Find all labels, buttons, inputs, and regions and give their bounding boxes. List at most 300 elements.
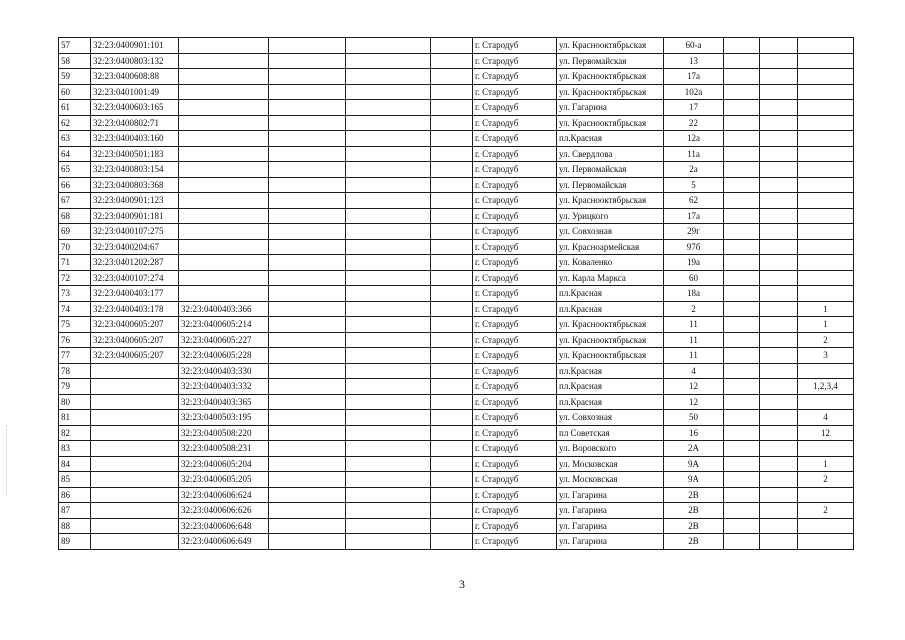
empty-cell [760,441,798,457]
premises-cadastral-number-cell [179,69,269,85]
apartment-number-cell [798,487,854,503]
empty-cell [724,348,760,364]
empty-cell [431,363,473,379]
empty-cell [724,100,760,116]
land-cadastral-number-cell [91,410,179,426]
house-number-cell: 29г [664,224,724,240]
empty-cell [269,239,346,255]
premises-cadastral-number-cell: 32:23:0400403:332 [179,379,269,395]
apartment-number-cell [798,518,854,534]
city-cell: г. Стародуб [473,100,557,116]
city-cell: г. Стародуб [473,131,557,147]
empty-cell [346,534,431,550]
empty-cell [431,224,473,240]
apartment-number-cell: 1 [798,301,854,317]
house-number-cell: 12а [664,131,724,147]
premises-cadastral-number-cell [179,100,269,116]
empty-cell [431,518,473,534]
empty-cell [760,100,798,116]
empty-cell [724,224,760,240]
house-number-cell: 12 [664,379,724,395]
apartment-number-cell [798,53,854,69]
empty-cell [346,503,431,519]
row-number-cell: 71 [59,255,91,271]
land-cadastral-number-cell: 32:23:0400403:177 [91,286,179,302]
empty-cell [724,84,760,100]
street-cell: ул. Совхозная [557,224,664,240]
empty-cell [724,487,760,503]
empty-cell [760,177,798,193]
empty-cell [724,363,760,379]
premises-cadastral-number-cell [179,84,269,100]
row-number-cell: 65 [59,162,91,178]
empty-cell [760,84,798,100]
apartment-number-cell [798,534,854,550]
empty-cell [760,38,798,54]
empty-cell [724,193,760,209]
premises-cadastral-number-cell: 32:23:0400503:195 [179,410,269,426]
street-cell: ул. Московская [557,472,664,488]
land-cadastral-number-cell: 32:23:0400901:101 [91,38,179,54]
row-number-cell: 88 [59,518,91,534]
table-row [59,286,854,302]
apartment-number-cell: 2 [798,472,854,488]
land-cadastral-number-cell: 32:23:0400608:88 [91,69,179,85]
street-cell: ул. Гагарина [557,503,664,519]
apartment-number-cell: 2 [798,503,854,519]
house-number-cell: 9А [664,472,724,488]
street-cell: ул. Красноoктябрьская [557,332,664,348]
table-row [59,301,854,317]
land-cadastral-number-cell: 32:23:0400802:71 [91,115,179,131]
land-cadastral-number-cell [91,503,179,519]
empty-cell [346,38,431,54]
empty-cell [724,472,760,488]
city-cell: г. Стародуб [473,487,557,503]
land-cadastral-number-cell [91,472,179,488]
house-number-cell: 50 [664,410,724,426]
empty-cell [431,394,473,410]
table-row [59,456,854,472]
table-row [59,53,854,69]
empty-cell [346,69,431,85]
empty-cell [346,472,431,488]
land-cadastral-number-cell [91,518,179,534]
empty-cell [724,394,760,410]
apartment-number-cell [798,208,854,224]
table-row [59,379,854,395]
empty-cell [724,270,760,286]
empty-cell [346,301,431,317]
empty-cell [760,239,798,255]
empty-cell [760,270,798,286]
empty-cell [760,301,798,317]
empty-cell [346,255,431,271]
house-number-cell: 17а [664,69,724,85]
city-cell: г. Стародуб [473,69,557,85]
land-cadastral-number-cell [91,456,179,472]
empty-cell [431,255,473,271]
empty-cell [431,317,473,333]
city-cell: г. Стародуб [473,410,557,426]
empty-cell [346,379,431,395]
house-number-cell: 97б [664,239,724,255]
empty-cell [724,255,760,271]
street-cell: ул. Гагарина [557,518,664,534]
house-number-cell: 12 [664,394,724,410]
empty-cell [269,208,346,224]
row-number-cell: 79 [59,379,91,395]
house-number-cell: 2А [664,441,724,457]
margin-scan-mark [6,425,8,495]
premises-cadastral-number-cell: 32:23:0400606:648 [179,518,269,534]
street-cell: пл.Красная [557,363,664,379]
empty-cell [724,69,760,85]
row-number-cell: 57 [59,38,91,54]
empty-cell [431,487,473,503]
street-cell: ул. Красноoктябрьская [557,84,664,100]
empty-cell [346,332,431,348]
apartment-number-cell [798,131,854,147]
empty-cell [431,472,473,488]
street-cell: ул. Красноoктябрьская [557,317,664,333]
row-number-cell: 66 [59,177,91,193]
table-row [59,177,854,193]
table-row [59,503,854,519]
empty-cell [431,177,473,193]
apartment-number-cell [798,363,854,379]
street-cell: ул. Коваленко [557,255,664,271]
land-cadastral-number-cell: 32:23:0400107:275 [91,224,179,240]
empty-cell [431,456,473,472]
table-row [59,518,854,534]
empty-cell [431,38,473,54]
apartment-number-cell: 12 [798,425,854,441]
empty-cell [269,53,346,69]
empty-cell [346,456,431,472]
empty-cell [760,286,798,302]
empty-cell [269,317,346,333]
apartment-number-cell [798,224,854,240]
empty-cell [346,239,431,255]
row-number-cell: 86 [59,487,91,503]
table-row [59,162,854,178]
apartment-number-cell: 3 [798,348,854,364]
land-cadastral-number-cell: 32:23:0400603:165 [91,100,179,116]
city-cell: г. Стародуб [473,162,557,178]
land-cadastral-number-cell: 32:23:0400107:274 [91,270,179,286]
city-cell: г. Стародуб [473,115,557,131]
empty-cell [760,332,798,348]
land-cadastral-number-cell: 32:23:0400901:123 [91,193,179,209]
empty-cell [346,363,431,379]
empty-cell [269,394,346,410]
land-cadastral-number-cell: 32:23:0400803:132 [91,53,179,69]
empty-cell [269,146,346,162]
table-row [59,224,854,240]
row-number-cell: 70 [59,239,91,255]
empty-cell [724,131,760,147]
empty-cell [269,410,346,426]
empty-cell [269,270,346,286]
table-row [59,534,854,550]
row-number-cell: 58 [59,53,91,69]
empty-cell [760,69,798,85]
street-cell: ул. Красноoктябрьская [557,193,664,209]
street-cell: ул. Первомайская [557,53,664,69]
row-number-cell: 78 [59,363,91,379]
table-row [59,332,854,348]
apartment-number-cell [798,239,854,255]
house-number-cell: 60-а [664,38,724,54]
house-number-cell: 4 [664,363,724,379]
empty-cell [724,425,760,441]
empty-cell [760,472,798,488]
city-cell: г. Стародуб [473,425,557,441]
city-cell: г. Стародуб [473,193,557,209]
empty-cell [346,162,431,178]
row-number-cell: 85 [59,472,91,488]
empty-cell [760,208,798,224]
premises-cadastral-number-cell: 32:23:0400605:228 [179,348,269,364]
city-cell: г. Стародуб [473,332,557,348]
empty-cell [724,534,760,550]
land-cadastral-number-cell: 32:23:0400605:207 [91,317,179,333]
apartment-number-cell: 1,2,3,4 [798,379,854,395]
premises-cadastral-number-cell: 32:23:0400606:626 [179,503,269,519]
empty-cell [269,487,346,503]
street-cell: ул. Гагарина [557,487,664,503]
row-number-cell: 61 [59,100,91,116]
house-number-cell: 17 [664,100,724,116]
city-cell: г. Стародуб [473,38,557,54]
land-cadastral-number-cell: 32:23:0400803:368 [91,177,179,193]
house-number-cell: 16 [664,425,724,441]
apartment-number-cell [798,146,854,162]
street-cell: пл.Красная [557,301,664,317]
empty-cell [269,363,346,379]
street-cell: ул. Воровского [557,441,664,457]
land-cadastral-number-cell: 32:23:0401202:287 [91,255,179,271]
premises-cadastral-number-cell: 32:23:0400606:624 [179,487,269,503]
city-cell: г. Стародуб [473,503,557,519]
empty-cell [269,534,346,550]
apartment-number-cell: 2 [798,332,854,348]
empty-cell [346,84,431,100]
empty-cell [724,456,760,472]
empty-cell [346,441,431,457]
row-number-cell: 59 [59,69,91,85]
empty-cell [269,301,346,317]
premises-cadastral-number-cell [179,224,269,240]
premises-cadastral-number-cell [179,38,269,54]
empty-cell [269,472,346,488]
empty-cell [760,131,798,147]
apartment-number-cell [798,115,854,131]
empty-cell [269,441,346,457]
empty-cell [431,131,473,147]
street-cell: ул. Красноoктябрьская [557,115,664,131]
house-number-cell: 5 [664,177,724,193]
house-number-cell: 9А [664,456,724,472]
empty-cell [760,146,798,162]
premises-cadastral-number-cell: 32:23:0400605:214 [179,317,269,333]
empty-cell [346,410,431,426]
row-number-cell: 67 [59,193,91,209]
empty-cell [346,208,431,224]
empty-cell [760,162,798,178]
empty-cell [760,487,798,503]
table-row [59,193,854,209]
apartment-number-cell [798,162,854,178]
street-cell: ул. Гагарина [557,100,664,116]
row-number-cell: 69 [59,224,91,240]
house-number-cell: 2В [664,503,724,519]
city-cell: г. Стародуб [473,239,557,255]
land-cadastral-number-cell [91,534,179,550]
empty-cell [431,425,473,441]
house-number-cell: 22 [664,115,724,131]
empty-cell [724,115,760,131]
city-cell: г. Стародуб [473,317,557,333]
empty-cell [724,177,760,193]
street-cell: ул. Первомайская [557,177,664,193]
empty-cell [431,69,473,85]
table-row [59,472,854,488]
city-cell: г. Стародуб [473,84,557,100]
empty-cell [760,503,798,519]
empty-cell [760,363,798,379]
row-number-cell: 89 [59,534,91,550]
empty-cell [346,53,431,69]
empty-cell [431,84,473,100]
city-cell: г. Стародуб [473,518,557,534]
empty-cell [431,162,473,178]
house-number-cell: 11а [664,146,724,162]
empty-cell [724,379,760,395]
empty-cell [431,115,473,131]
table-row [59,394,854,410]
city-cell: г. Стародуб [473,472,557,488]
street-cell: пл.Красная [557,379,664,395]
row-number-cell: 75 [59,317,91,333]
table-row [59,270,854,286]
apartment-number-cell [798,84,854,100]
empty-cell [431,348,473,364]
empty-cell [346,425,431,441]
city-cell: г. Стародуб [473,146,557,162]
street-cell: ул. Первомайская [557,162,664,178]
land-cadastral-number-cell [91,394,179,410]
apartment-number-cell: 4 [798,410,854,426]
table-row [59,146,854,162]
empty-cell [724,146,760,162]
empty-cell [431,208,473,224]
row-number-cell: 64 [59,146,91,162]
street-cell: пл Советская [557,425,664,441]
empty-cell [346,270,431,286]
row-number-cell: 84 [59,456,91,472]
empty-cell [760,224,798,240]
empty-cell [724,503,760,519]
house-number-cell: 2 [664,301,724,317]
premises-cadastral-number-cell [179,255,269,271]
city-cell: г. Стародуб [473,348,557,364]
empty-cell [346,146,431,162]
table-row [59,487,854,503]
apartment-number-cell [798,193,854,209]
row-number-cell: 77 [59,348,91,364]
apartment-number-cell [798,286,854,302]
empty-cell [269,177,346,193]
empty-cell [760,193,798,209]
row-number-cell: 83 [59,441,91,457]
row-number-cell: 62 [59,115,91,131]
table-row [59,425,854,441]
land-cadastral-number-cell: 32:23:0400605:207 [91,348,179,364]
empty-cell [269,131,346,147]
empty-cell [269,162,346,178]
empty-cell [431,379,473,395]
street-cell: ул. Гагарина [557,534,664,550]
street-cell: ул. Карла Маркса [557,270,664,286]
street-cell: ул. Урицкого [557,208,664,224]
premises-cadastral-number-cell [179,193,269,209]
empty-cell [431,286,473,302]
apartment-number-cell [798,441,854,457]
street-cell: пл.Красная [557,286,664,302]
land-cadastral-number-cell [91,363,179,379]
table-row [59,255,854,271]
premises-cadastral-number-cell [179,177,269,193]
street-cell: ул. Свердлова [557,146,664,162]
city-cell: г. Стародуб [473,255,557,271]
empty-cell [346,100,431,116]
empty-cell [269,224,346,240]
house-number-cell: 11 [664,348,724,364]
empty-cell [346,518,431,534]
land-cadastral-number-cell [91,379,179,395]
empty-cell [269,518,346,534]
registry-table [58,37,854,550]
empty-cell [346,193,431,209]
empty-cell [431,441,473,457]
row-number-cell: 72 [59,270,91,286]
empty-cell [269,379,346,395]
row-number-cell: 73 [59,286,91,302]
premises-cadastral-number-cell [179,146,269,162]
house-number-cell: 19а [664,255,724,271]
city-cell: г. Стародуб [473,534,557,550]
street-cell: пл.Красная [557,394,664,410]
city-cell: г. Стародуб [473,224,557,240]
premises-cadastral-number-cell [179,162,269,178]
row-number-cell: 60 [59,84,91,100]
empty-cell [269,193,346,209]
city-cell: г. Стародуб [473,286,557,302]
apartment-number-cell [798,270,854,286]
empty-cell [269,332,346,348]
empty-cell [269,425,346,441]
empty-cell [724,317,760,333]
empty-cell [269,115,346,131]
empty-cell [431,301,473,317]
empty-cell [431,270,473,286]
city-cell: г. Стародуб [473,208,557,224]
empty-cell [269,255,346,271]
premises-cadastral-number-cell: 32:23:0400606:649 [179,534,269,550]
premises-cadastral-number-cell: 32:23:0400605:205 [179,472,269,488]
